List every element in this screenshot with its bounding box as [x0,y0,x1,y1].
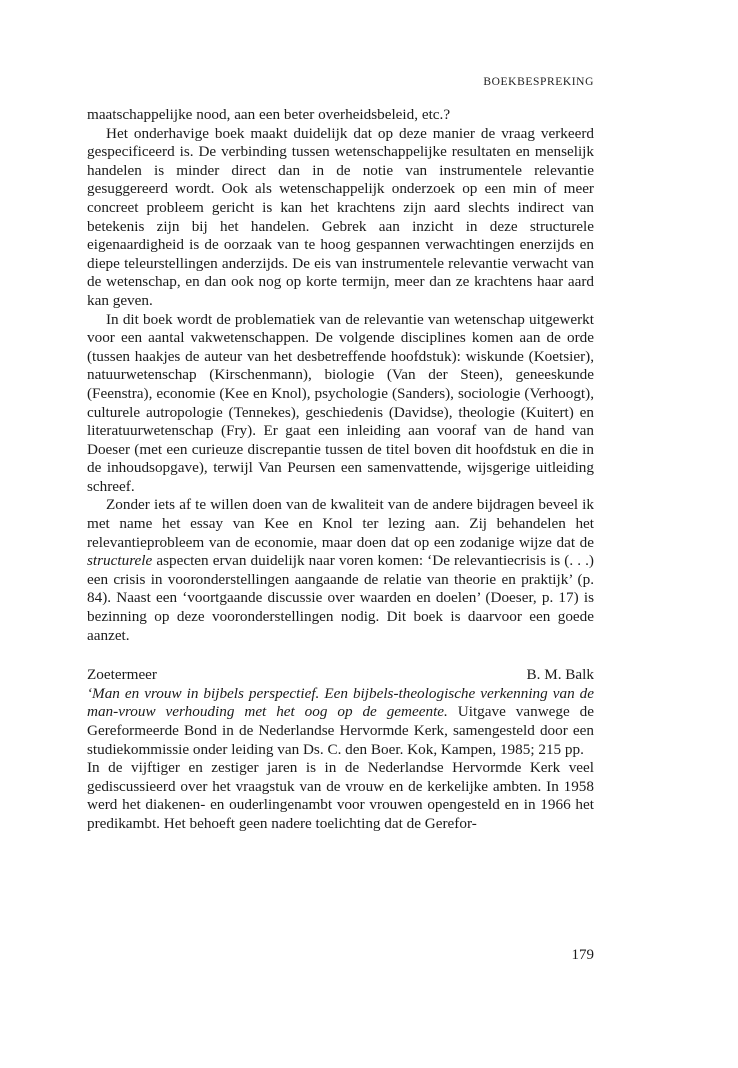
recommendation-text-after: aspecten ervan duidelijk naar voren komen: ‘De relevantiecrisis is (. . .) een crisis in vooronderstellingen aangaande de relatie van theorie en praktijk’ (p. 84). Naast een ‘voortgaande discussie over waarden en doelen’ (Doeser, p. 17) is bezinning op deze vooronderstellingen nodig. Dit boek is daarvoor een goede aanzet. [87,552,594,644]
paragraph-relevance: Het onderhavige boek maakt duidelijk dat op deze manier de vraag verkeerd gespecificeerd is. De verbinding tussen wetenschappelijke resultaten en menselijk handelen is minder direct dan in de notie van instrumentele relevantie gesuggereerd wordt. Ook als wetenschappelijk onderzoek op een min of meer concreet probleem gericht is kan het krachtens zijn aard slechts indirect van betekenis zijn bij het handelen. Gebrek aan inzicht in deze structurele eigenaardigheid is de oorzaak van te hoog gespannen verwachtingen enerzijds en diepe teleurstellingen anderzijds. De eis van instrumentele relevantie verwacht van de wetenschap, en dan ook nog op korte termijn, meer dan ze krachtens haar aard kan geven. [87,124,594,309]
signature-place: Zoetermeer [87,666,157,684]
paragraph-recommendation [87,496,594,645]
paragraph-continued: maatschappelijke nood, aan een beter overheidsbeleid, etc.? [87,106,451,123]
review-heading [87,685,594,759]
page-number: 179 [571,947,594,963]
review-paragraph: In de vijftiger en zestiger jaren is in de Nederlandse Hervormde Kerk veel gediscussieerd over het vraagstuk van de vrouw en de kerkelijke ambten. In 1958 werd het diakenen- en ouderlingenambt voor vrouwen opengesteld en in 1966 het predikambt. Het behoeft geen nadere toelichting dat de Gerefor- [87,759,594,832]
running-head: BOEKBESPREKING [483,76,594,88]
emphasis-structurele: structurele [87,552,153,570]
recommendation-text-before: Zonder iets af te willen doen van de kwaliteit van de andere bijdragen beveel ik met name het essay van Kee en Knol ter lezing aan. Zij behandelen het relevantieprobleem van de economie, maar doen dat op een zodanige wijze dat de [87,496,594,551]
signature-author: B. M. Balk [526,666,594,684]
review-publication: Uitgave vanwege de Gereformeerde Bond in de Nederlandse Hervormde Kerk, samengesteld door een studiekommissie onder leiding van Ds. C. den Boer. Kok, Kampen, 1985; 215 pp. [87,703,594,758]
body-text [87,106,594,834]
signature-line [87,666,594,685]
review-title: ‘Man en vrouw in bijbels perspectief. Een bijbels-theologische verkenning van de man-vrouw verhouding met het oog op de gemeente. [87,684,594,721]
paragraph-disciplines: In dit boek wordt de problematiek van de relevantie van wetenschap uitgewerkt voor een aantal vakwetenschappen. De volgende disciplines komen aan de orde (tussen haakjes de auteur van het desbetreffende hoofdstuk): wiskunde (Koetsier), natuurwetenschap (Kirschenmann), biologie (Van der Steen), geneeskunde (Feenstra), economie (Kee en Knol), psychologie (Sanders), sociologie (Verhoogt), culturele autropologie (Tennekes), geschiedenis (Davidse), theologie (Kuitert) en literatuurwetenschap (Fry). Er gaat een inleiding aan vooraf van de hand van Doeser (met een curieuze discrepantie tussen de titel boven dit hoofdstuk en die in de inhoudsopgave), terwijl Van Peursen een samenvattende, wijsgerige uitleiding schreef. [87,310,594,495]
